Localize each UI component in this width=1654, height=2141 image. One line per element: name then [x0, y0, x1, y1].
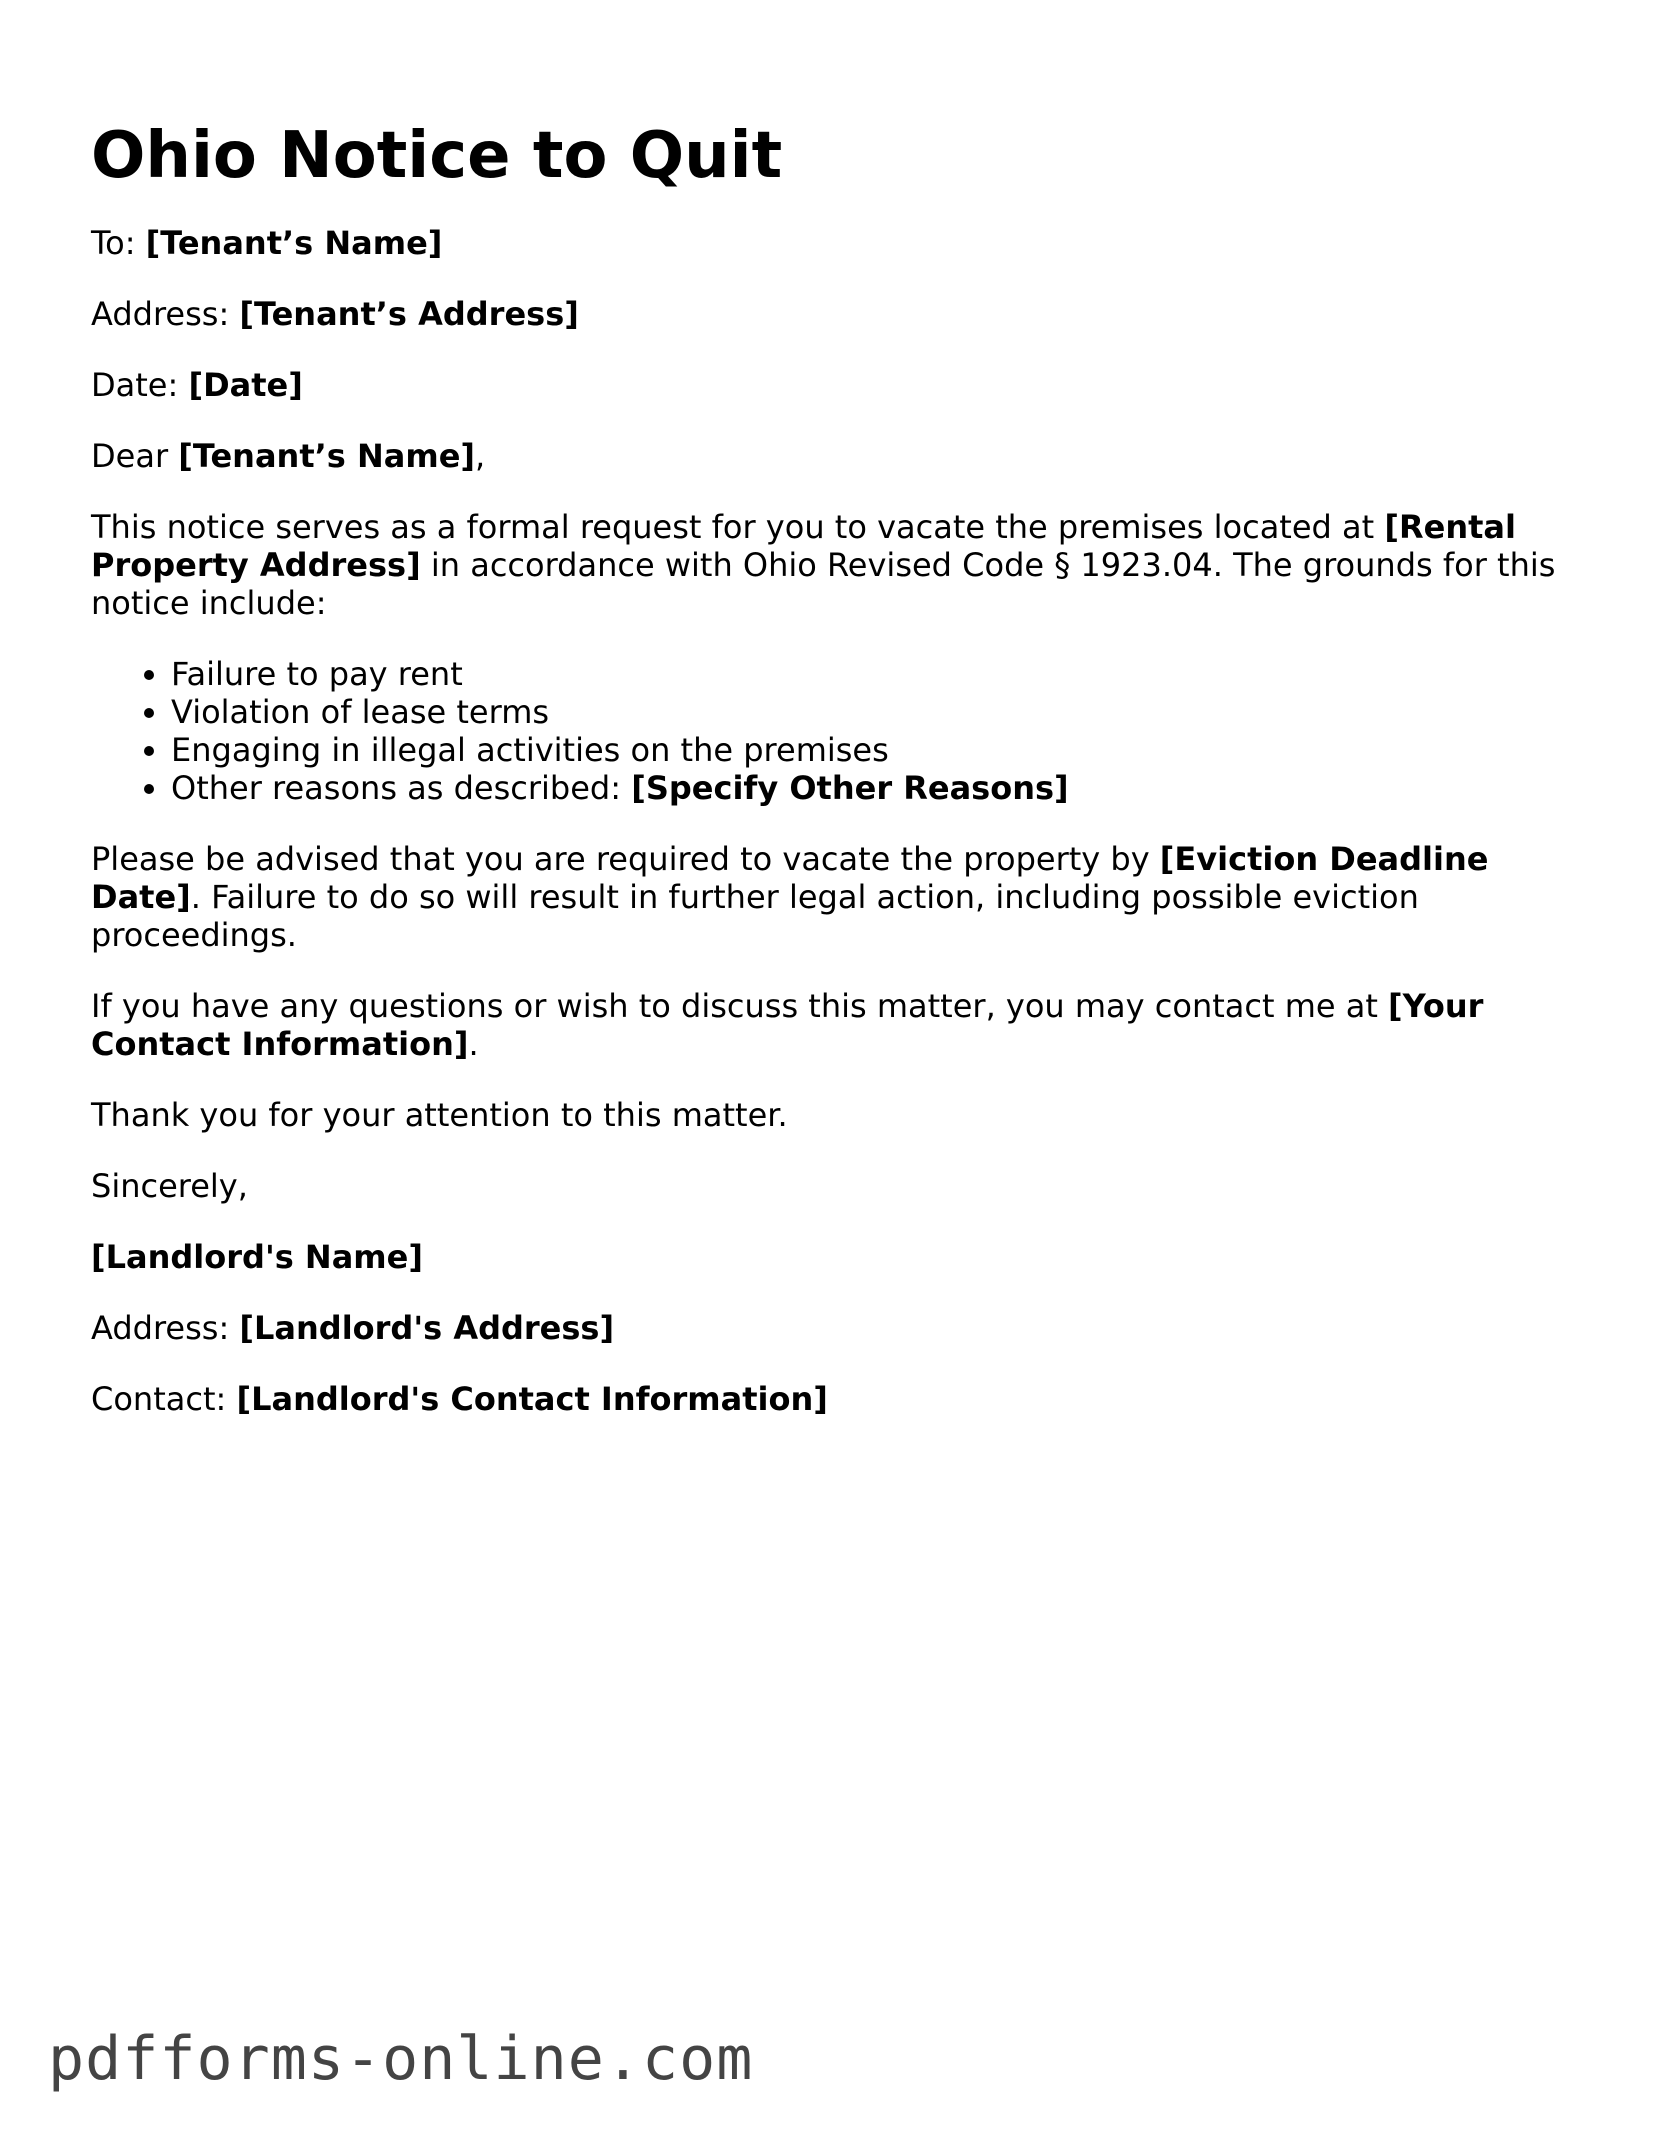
deadline-text-end: . Failure to do so will result in further legal action, including possible eviction proceedings.	[91, 878, 1419, 954]
salutation	[91, 437, 1571, 475]
page-title: Ohio Notice to Quit	[91, 119, 783, 193]
intro-text-start: This notice serves as a formal request for you to vacate the premises located at	[91, 508, 1385, 546]
list-item: • Engaging in illegal activities on the premises	[171, 731, 1571, 769]
landlord-contact-placeholder: [Landlord's Contact Information]	[236, 1380, 828, 1418]
property-address-placeholder: [Rental Property Address]	[91, 508, 1516, 584]
thanks-line: Thank you for your attention to this matter.	[91, 1096, 788, 1134]
contact-text-end: .	[468, 1025, 479, 1063]
salutation-prefix: Dear	[91, 437, 179, 475]
your-contact-placeholder: [Your Contact Information]	[91, 987, 1484, 1063]
landlord-contact-label: Contact:	[91, 1380, 237, 1418]
watermark-footer: pdfforms-online.com	[48, 2024, 754, 2094]
list-item: • Failure to pay rent	[171, 655, 1571, 693]
intro-text-end: in accordance with Ohio Revised Code § 1923.04. The grounds for this notice include:	[91, 546, 1556, 622]
contact-text-start: If you have any questions or wish to discuss this matter, you may contact me at	[91, 987, 1389, 1025]
recipient-address-label: Address:	[91, 295, 240, 333]
salutation-name-placeholder: [Tenant’s Name]	[178, 437, 476, 475]
other-reasons-label: Other reasons as described:	[171, 769, 632, 807]
date-label: Date:	[91, 366, 189, 404]
landlord-name-line	[91, 1238, 1571, 1276]
salutation-suffix: ,	[475, 437, 486, 475]
document-page	[91, 112, 1571, 1451]
list-item	[171, 769, 1571, 807]
eviction-deadline-placeholder: [Eviction Deadline Date]	[91, 840, 1489, 916]
landlord-contact-line	[91, 1380, 1571, 1418]
deadline-text-start: Please be advised that you are required to vacate the property by	[91, 840, 1160, 878]
grounds-list	[91, 655, 1571, 807]
landlord-address-line	[91, 1309, 1571, 1347]
date-placeholder: [Date]	[188, 366, 303, 404]
contact-paragraph	[91, 987, 1571, 1063]
recipient-address-placeholder: [Tenant’s Address]	[239, 295, 579, 333]
list-item: • Violation of lease terms	[171, 693, 1571, 731]
other-reasons-placeholder: [Specify Other Reasons]	[631, 769, 1069, 807]
landlord-address-placeholder: [Landlord's Address]	[239, 1309, 615, 1347]
recipient-label: To:	[91, 224, 146, 262]
date-line	[91, 366, 1571, 404]
intro-paragraph	[91, 508, 1571, 622]
deadline-paragraph	[91, 840, 1571, 954]
landlord-address-label: Address:	[91, 1309, 240, 1347]
landlord-name-placeholder: [Landlord's Name]	[91, 1238, 423, 1276]
recipient-line	[91, 224, 1571, 262]
recipient-name-placeholder: [Tenant’s Name]	[145, 224, 443, 262]
closing-line: Sincerely,	[91, 1167, 248, 1205]
recipient-address-line	[91, 295, 1571, 333]
